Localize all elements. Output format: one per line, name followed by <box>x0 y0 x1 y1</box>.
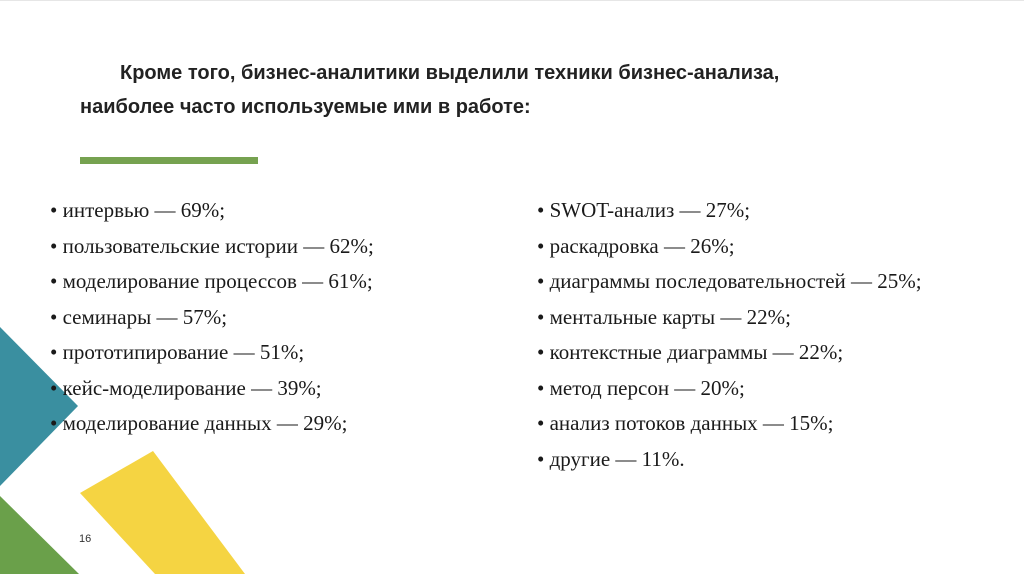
title-line-1: Кроме того, бизнес-аналитики выделили техники бизнес-анализа, <box>120 62 780 84</box>
list-item: • прототипирование — 51%; <box>50 340 305 364</box>
title-line-2: наиболее часто используемые ими в работе: <box>80 96 531 118</box>
accent-bar <box>80 157 258 164</box>
list-item: • анализ потоков данных — 15%; <box>537 411 834 435</box>
right-technique-list <box>500 193 996 477</box>
green-triangle-shape <box>0 496 79 574</box>
list-item: • семинары — 57%; <box>50 304 228 329</box>
list-item: • ментальные карты — 22%; <box>537 304 791 329</box>
list-item: • моделирование данных — 29%; <box>50 411 348 435</box>
list-item: • раскадровка — 26%; <box>537 233 735 258</box>
list-item: • контекстные диаграммы — 22%; <box>537 340 844 364</box>
list-item: • моделирование процессов — 61%; <box>50 269 373 293</box>
list-item: • диаграммы последовательностей — 25%; <box>537 269 922 293</box>
list-item: • SWOT-анализ — 27%; <box>537 198 751 222</box>
list-item: • другие — 11%. <box>537 446 685 471</box>
page-number: 16 <box>79 533 92 545</box>
slide-title <box>80 56 980 124</box>
list-item: • метод персон — 20%; <box>537 375 745 400</box>
list-item: • пользовательские истории — 62%; <box>50 233 374 258</box>
yellow-diamond-shape <box>80 451 245 574</box>
list-item: • кейс-моделирование — 39%; <box>50 375 322 400</box>
list-item: • интервью — 69%; <box>50 198 226 222</box>
left-technique-list <box>50 193 510 442</box>
